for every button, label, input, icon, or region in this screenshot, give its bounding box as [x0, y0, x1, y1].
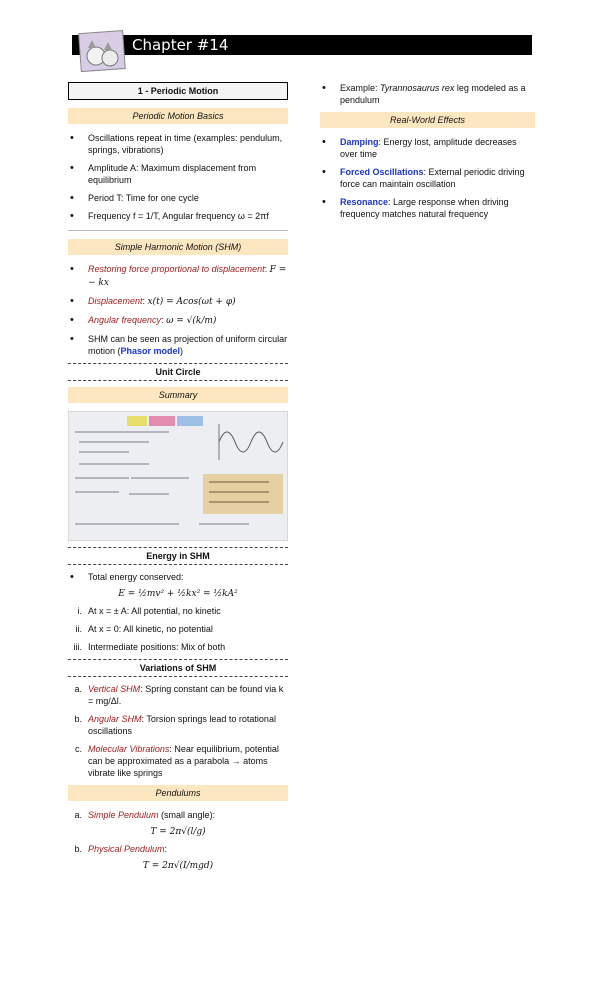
- list-text: At x = 0: All kinetic, no potential: [88, 624, 213, 634]
- list-item: • Displacement: x(t) = Acos(ωt + φ): [68, 295, 288, 308]
- list-marker: a.: [74, 810, 82, 820]
- summary-notes-photo: [68, 411, 288, 541]
- physical-pendulum-equation: T = 2π√(I/mgd): [142, 861, 214, 871]
- list-item: [68, 623, 288, 635]
- pendulum-term: Physical Pendulum: [88, 844, 165, 854]
- list-item: [68, 605, 288, 617]
- equation: ω = √(k/m): [166, 316, 217, 326]
- list-item: [320, 166, 535, 190]
- list-marker: ii.: [75, 624, 82, 634]
- list-marker: b.: [74, 714, 82, 724]
- list-text: :: [164, 844, 168, 854]
- forced-oscillations-term: Forced Oscillations: [340, 167, 424, 177]
- list-item: [320, 136, 535, 160]
- list-text: : Near equilibrium, potential can be approximated as a parabola → atoms vibrate like springs: [88, 744, 279, 778]
- chapter-title: Chapter #14: [132, 36, 229, 54]
- damping-term: Damping: [340, 137, 379, 147]
- list-item: [320, 196, 535, 220]
- pendulums-list: [68, 809, 288, 821]
- shm-heading: Simple Harmonic Motion (SHM): [68, 239, 288, 255]
- list-marker: i.: [77, 606, 82, 616]
- real-world-heading: Real-World Effects: [320, 112, 535, 128]
- example-text-end: leg modeled as a pendulum: [340, 83, 526, 105]
- energy-sublist: [68, 605, 288, 653]
- notes-photo-image: [69, 412, 287, 540]
- variations-heading: Variations of SHM: [68, 659, 288, 677]
- divider: [68, 230, 288, 231]
- variation-term: Vertical SHM: [88, 684, 141, 694]
- example-list: [320, 82, 535, 106]
- simple-pendulum-equation: T = 2π√(l/g): [150, 827, 206, 837]
- list-item: • Oscillations repeat in time (examples: pendulum, springs, vibrations): [68, 132, 288, 156]
- list-item: [68, 843, 288, 855]
- list-text: : Spring constant can be found via k = mg/Δl.: [88, 684, 284, 706]
- list-marker: a.: [74, 684, 82, 694]
- shm-term: Displacement: [88, 296, 143, 306]
- energy-equation: E = ½mv² + ½kx² = ½kA²: [118, 589, 238, 599]
- left-column: [68, 82, 288, 877]
- list-marker: b.: [74, 844, 82, 854]
- basics-heading: Periodic Motion Basics: [68, 108, 288, 124]
- equation: x(t) = Acos(ωt + φ): [147, 297, 236, 307]
- list-text: Intermediate positions: Mix of both: [88, 642, 226, 652]
- projection-text: SHM can be seen as projection of uniform circular motion (: [88, 334, 288, 356]
- energy-list: [68, 571, 288, 583]
- list-marker: iii.: [73, 642, 82, 652]
- projection-text-end: ): [180, 346, 184, 356]
- pendulums-heading: Pendulums: [68, 785, 288, 801]
- species-name: Tyrannosaurus rex: [380, 83, 455, 93]
- list-item: • Period T: Time for one cycle: [68, 192, 288, 204]
- list-marker: c.: [74, 744, 82, 754]
- list-item: [320, 82, 535, 106]
- list-item: • Amplitude A: Maximum displacement from equilibrium: [68, 162, 288, 186]
- anime-cat-logo: [78, 30, 128, 74]
- shm-term: Angular frequency: [88, 315, 162, 325]
- list-item: [68, 809, 288, 821]
- list-item: [68, 333, 288, 357]
- unit-circle-heading: Unit Circle: [68, 363, 288, 381]
- list-text: At x = ± A: All potential, no kinetic: [88, 606, 221, 616]
- energy-heading: Energy in SHM: [68, 547, 288, 565]
- variation-term: Angular SHM: [88, 714, 142, 724]
- list-item: • Angular frequency: ω = √(k/m): [68, 314, 288, 327]
- pendulums-list-2: [68, 843, 288, 855]
- list-text: : Large response when driving frequency matches natural frequency: [340, 197, 509, 219]
- real-world-list: [320, 136, 535, 220]
- variation-term: Molecular Vibrations: [88, 744, 170, 754]
- list-item: • Frequency f = 1/T, Angular frequency ω = 2πf: [68, 210, 288, 222]
- equation: F = − kx: [88, 265, 287, 288]
- list-text: : Energy lost, amplitude decreases over time: [340, 137, 517, 159]
- variations-list: [68, 683, 288, 779]
- summary-heading: Summary: [68, 387, 288, 403]
- section-title: 1 - Periodic Motion: [68, 82, 288, 100]
- resonance-term: Resonance: [340, 197, 389, 207]
- list-item: [68, 743, 288, 779]
- right-column: [320, 82, 535, 226]
- list-text: : External periodic driving force can maintain oscillation: [340, 167, 525, 189]
- basics-list: [68, 132, 288, 222]
- shm-term: Restoring force proportional to displacement: [88, 264, 265, 274]
- list-item: [68, 713, 288, 737]
- list-text: : Torsion springs lead to rotational oscillations: [88, 714, 276, 736]
- pendulum-term: Simple Pendulum: [88, 810, 159, 820]
- list-item: • Restoring force proportional to displacement: F = − kx: [68, 263, 288, 289]
- shm-list: [68, 263, 288, 357]
- list-text: (small angle):: [158, 810, 216, 820]
- list-item: [68, 683, 288, 707]
- list-item: • Total energy conserved:: [68, 571, 288, 583]
- list-item: [68, 641, 288, 653]
- phasor-model-link[interactable]: Phasor model: [120, 346, 181, 356]
- example-text: Example:: [340, 83, 381, 93]
